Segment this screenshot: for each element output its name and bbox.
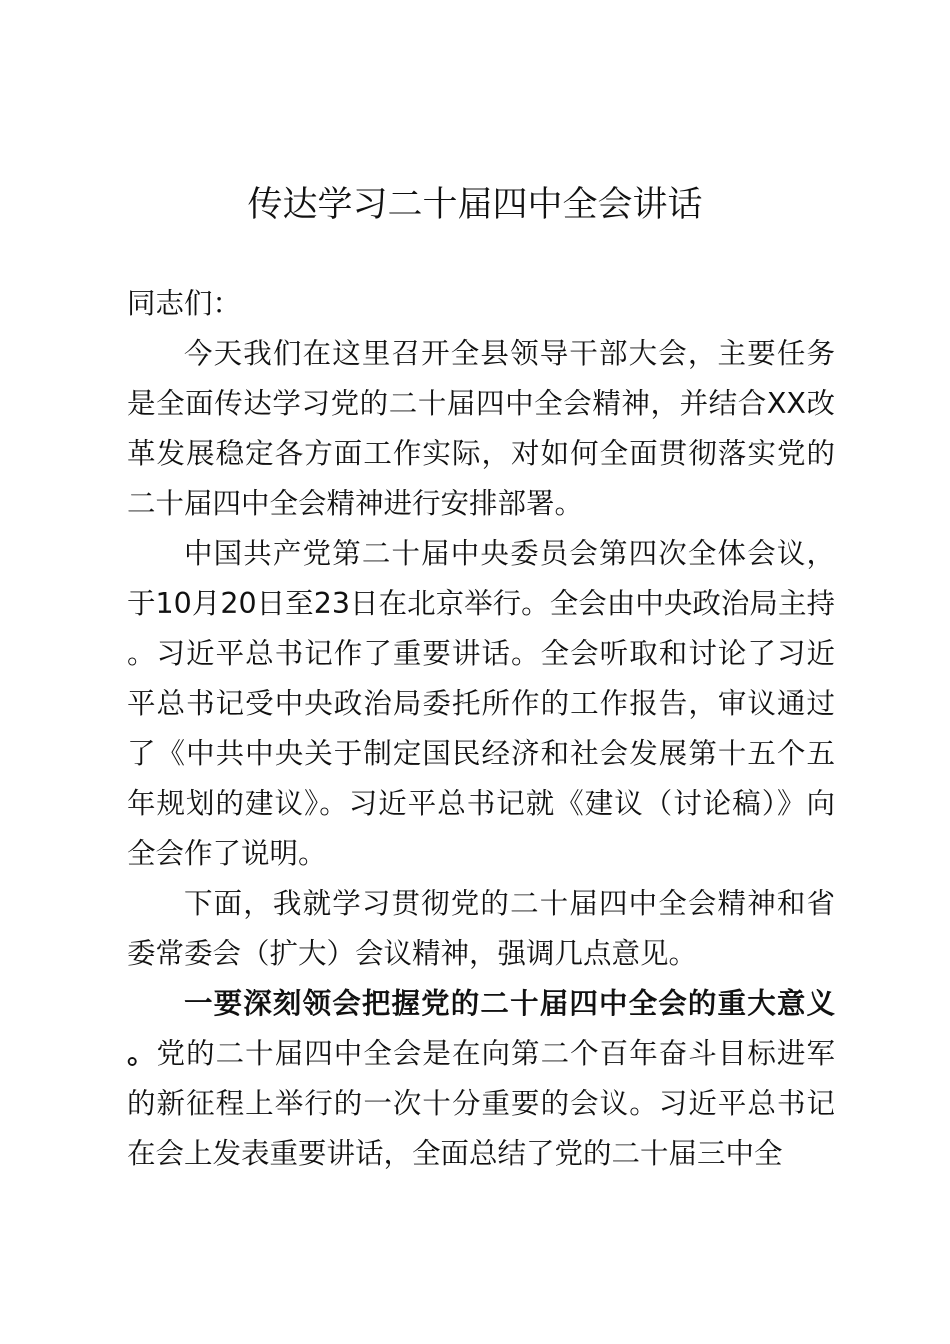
paragraph-transition: 下面，我就学习贯彻党的二十届四中全会精神和省委常委会（扩大）会议精神，强调几点意见。 bbox=[127, 887, 835, 970]
salutation: 同志们： bbox=[127, 287, 242, 320]
point-one-heading: 一要深刻领会把握党的二十届四中全会的重大意义。 bbox=[127, 987, 835, 1070]
document-body bbox=[127, 279, 835, 1179]
paragraph-intro: 今天我们在这里召开全县领导干部大会，主要任务是全面传达学习党的二十届四中全会精神，并结合XX改革发展稳定各方面工作实际，对如何全面贯彻落实党的二十届四中全会精神进行安排部署。 bbox=[127, 337, 835, 520]
paragraph-plenum-summary: 中国共产党第二十届中央委员会第四次全体会议，于10月20日至23日在北京举行。全会由中央政治局主持。习近平总书记作了重要讲话。全会听取和讨论了习近平总书记受中央政治局委托所作的工作报告，审议通过了《中共中央关于制定国民经济和社会发展第十五个五年规划的建议》。习近平总书记就《建议（讨论稿）》向全会作了说明。 bbox=[127, 537, 835, 870]
document-title: 传达学习二十届四中全会讲话 bbox=[247, 185, 703, 225]
paragraph-point-one bbox=[127, 979, 835, 1179]
point-one-text: 党的二十届四中全会是在向第二个百年奋斗目标进军的新征程上举行的一次十分重要的会议。习近平总书记在会上发表重要讲话，全面总结了党的二十届三中全 bbox=[127, 1037, 835, 1170]
